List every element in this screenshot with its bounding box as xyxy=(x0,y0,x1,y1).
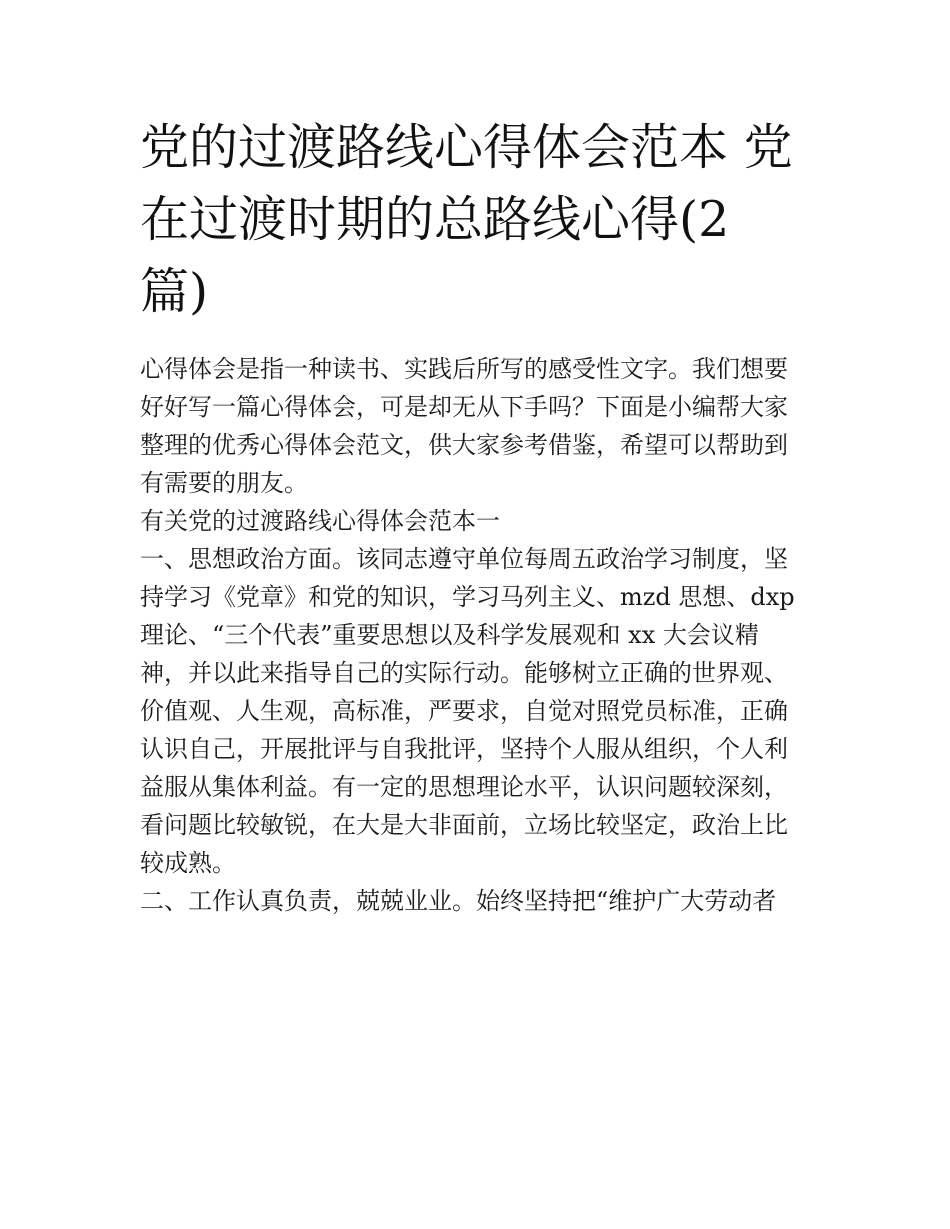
section-heading xyxy=(140,502,815,540)
text-line: 心得体会是指一种读书、实践后所写的感受性文字。我们想要 xyxy=(140,355,788,383)
title-line: 党的过渡路线心得体会范本 党 xyxy=(140,119,793,176)
text-line: 一、思想政治方面。该同志遵守单位每周五政治学习制度，坚 xyxy=(140,545,788,573)
title-line: 篇) xyxy=(140,263,209,320)
body-paragraph-2 xyxy=(140,882,815,920)
body-paragraph-1 xyxy=(140,540,815,882)
text-line: 二、工作认真负责，兢兢业业。始终坚持把“维护广大劳动者 xyxy=(140,887,777,915)
intro-paragraph xyxy=(140,350,815,502)
text-line: 理论、“三个代表”重要思想以及科学发展观和 xx 大会议精 xyxy=(140,621,759,649)
text-line: 认识自己，开展批评与自我批评，坚持个人服从组织，个人利 xyxy=(140,735,788,763)
text-line: 益服从集体利益。有一定的思想理论水平，认识问题较深刻， xyxy=(140,773,788,801)
text-line: 看问题比较敏锐，在大是大非面前，立场比较坚定，政治上比 xyxy=(140,811,788,839)
document-title xyxy=(140,112,815,328)
title-line: 在过渡时期的总路线心得(2 xyxy=(140,191,730,248)
text-line: 好好写一篇心得体会，可是却无从下手吗？下面是小编帮大家 xyxy=(140,393,788,421)
text-line: 有需要的朋友。 xyxy=(140,469,308,497)
document-content xyxy=(140,112,815,920)
text-line: 有关党的过渡路线心得体会范本一 xyxy=(140,507,500,535)
text-line: 较成熟。 xyxy=(140,849,236,877)
text-line: 价值观、人生观，高标准，严要求，自觉对照党员标准，正确 xyxy=(140,697,788,725)
text-line: 神，并以此来指导自己的实际行动。能够树立正确的世界观、 xyxy=(140,659,788,687)
text-line: 持学习《党章》和党的知识，学习马列主义、mzd 思想、dxp xyxy=(140,583,795,611)
text-line: 整理的优秀心得体会范文，供大家参考借鉴，希望可以帮助到 xyxy=(140,431,788,459)
